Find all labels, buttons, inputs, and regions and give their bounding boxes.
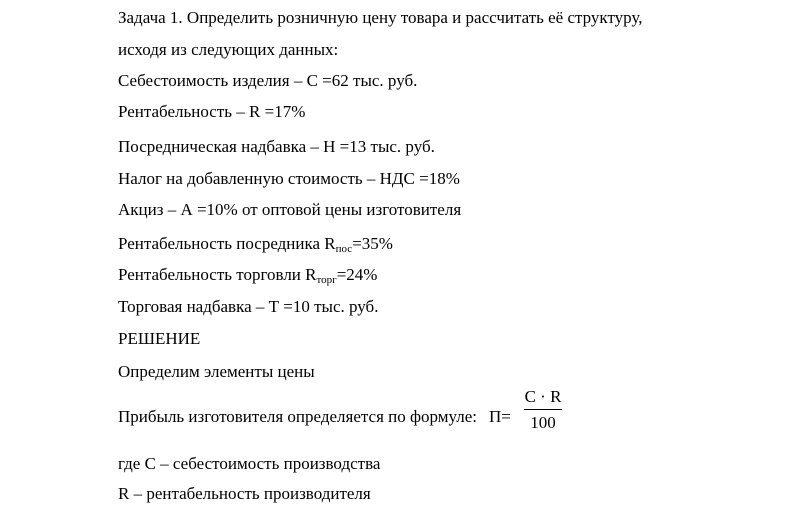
intermediary-profitability-prefix: Рентабельность посредника R (118, 234, 336, 253)
trade-markup-item: Торговая надбавка – Т =10 тыс. руб. (118, 297, 379, 316)
profitability-item: Рентабельность – R =17% (118, 102, 306, 121)
formula-lhs: П= (489, 407, 511, 426)
trade-profitability-suffix: =24% (336, 265, 378, 284)
trade-profitability-prefix: Рентабельность торговли R (118, 265, 317, 284)
cost-item: Себестоимость изделия – С =62 тыс. руб. (118, 71, 418, 90)
trade-profitability-item (118, 265, 377, 285)
formula-fraction (524, 387, 562, 433)
where-r-definition: R – рентабельность производителя (118, 484, 371, 503)
excise-item: Акциз – А =10% от оптовой цены изготовителя (118, 200, 462, 219)
vat-item: Налог на добавленную стоимость – НДС =18% (118, 169, 460, 188)
where-c-definition: где С – себестоимость производства (118, 454, 381, 473)
formula-line (118, 387, 562, 432)
formula-denominator: 100 (530, 413, 556, 432)
solution-intro: Определим элементы цены (118, 362, 315, 381)
intermediary-profitability-item (118, 234, 393, 254)
task-title-line-1: Задача 1. Определить розничную цену товара и рассчитать её структуру, (118, 8, 643, 27)
fraction-bar (524, 409, 562, 410)
task-title-line-2: исходя из следующих данных: (118, 40, 339, 59)
formula-numerator: С · R (524, 387, 562, 406)
trade-profitability-subscript: торг (316, 274, 337, 286)
profit-formula (489, 387, 562, 432)
intermediary-profitability-suffix: =35% (352, 234, 393, 253)
intermediary-markup-item: Посредническая надбавка – Н =13 тыс. руб. (118, 137, 435, 156)
solution-heading: РЕШЕНИЕ (118, 329, 201, 348)
formula-description: Прибыль изготовителя определяется по формуле: (118, 407, 478, 426)
intermediary-profitability-subscript: пос (335, 243, 353, 255)
